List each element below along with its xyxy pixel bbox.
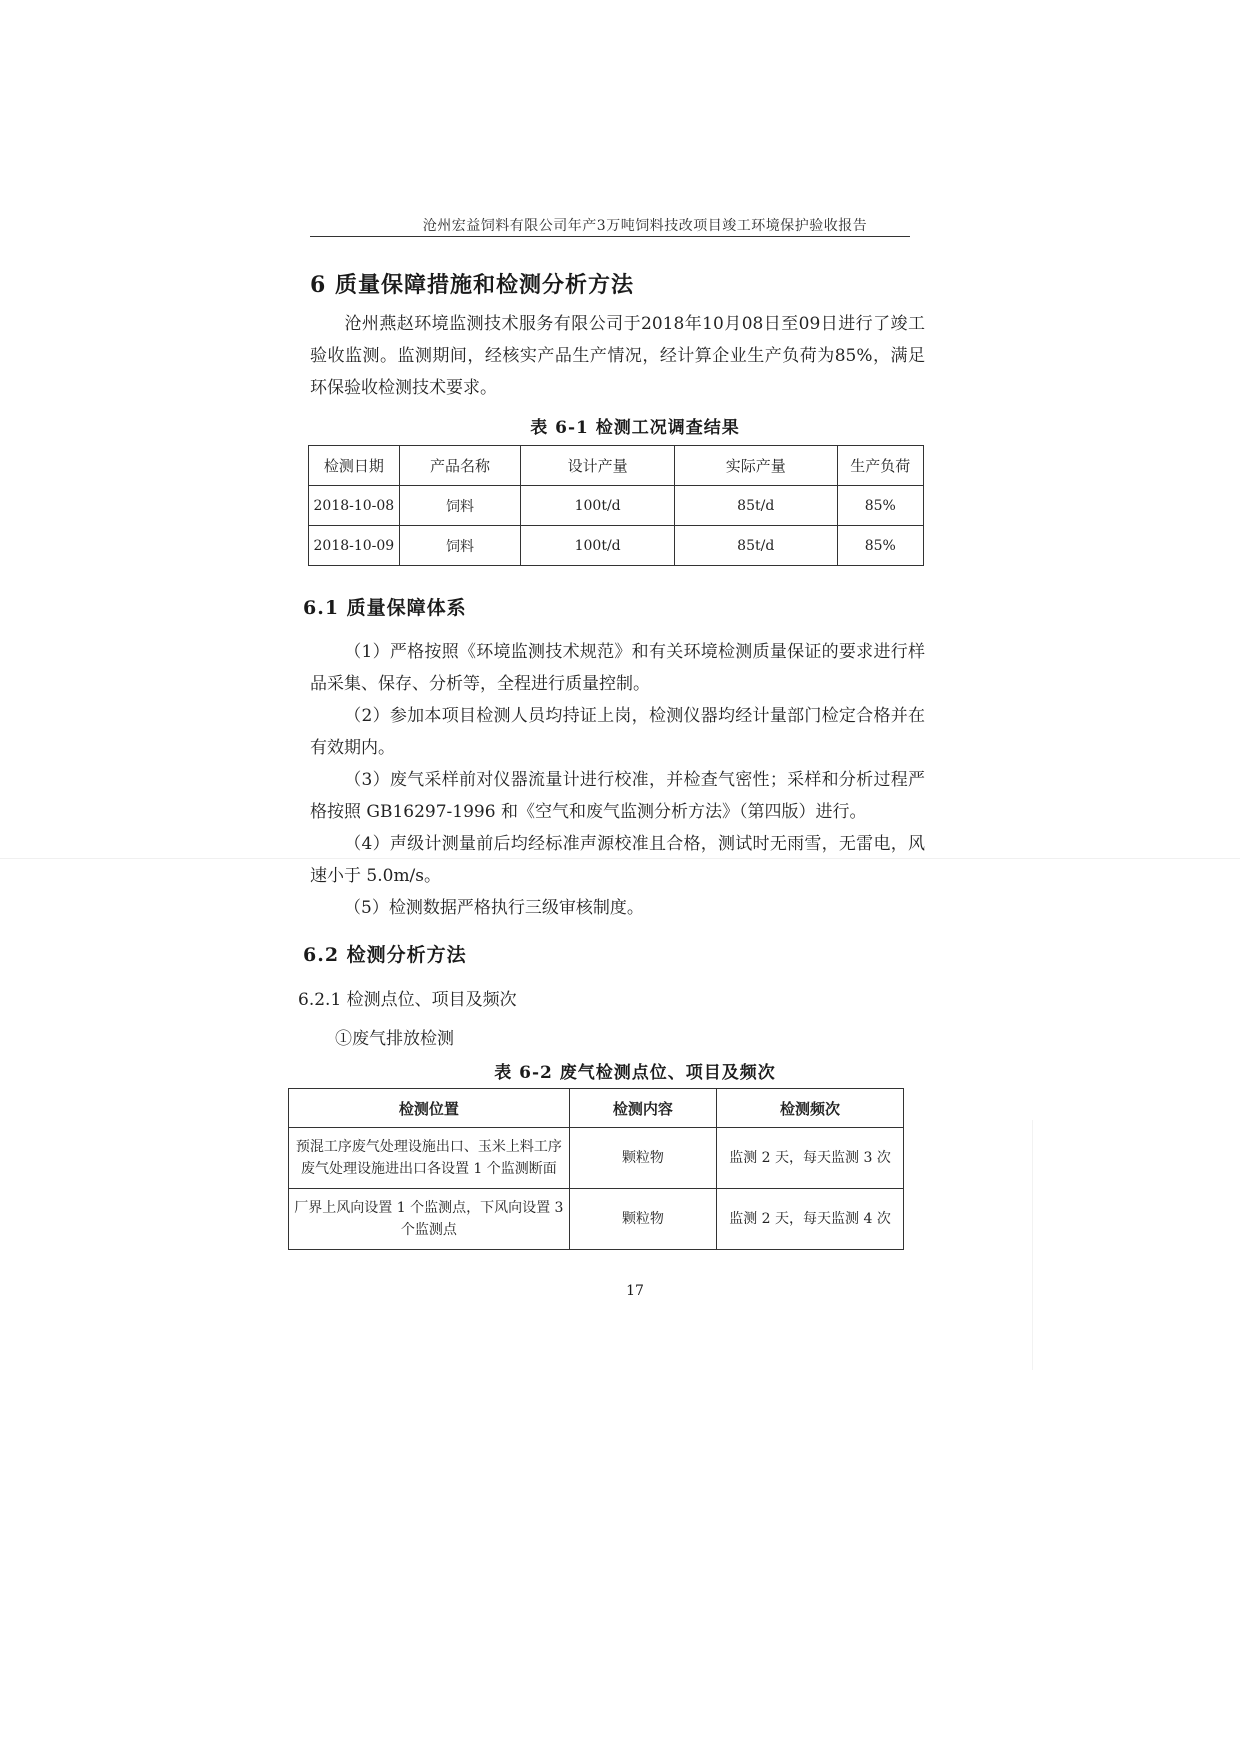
col-header-load: 生产负荷 (837, 446, 923, 486)
section-6-intro-text: 沧州燕赵环境监测技术服务有限公司于2018年10月08日至09日进行了竣工验收监测。监测期间，经核实产品生产情况，经计算企业生产负荷为85%，满足环保验收检测技术要求。 (310, 314, 925, 398)
qa-item-2-text: （2）参加本项目检测人员均持证上岗，检测仪器均经计量部门检定合格并在有效期内。 (310, 706, 925, 758)
qa-item-1 (310, 636, 925, 700)
table-row (309, 526, 924, 566)
scan-artifact-line (0, 858, 1240, 859)
qa-item-4-text: （4）声级计测量前后均经标准声源校准且合格，测试时无雨雪，无雷电，风速小于 5.0m/s。 (310, 834, 925, 886)
cell-design-output: 100t/d (521, 486, 675, 526)
section-6-1-heading: 6.1 质量保障体系 (303, 597, 467, 619)
running-header: 沧州宏益饲料有限公司年产3万吨饲料技改项目竣工环境保护验收报告 (422, 218, 868, 234)
page-number: 17 (626, 1283, 644, 1299)
col-header-frequency: 检测频次 (717, 1089, 904, 1128)
col-header-date: 检测日期 (309, 446, 400, 486)
cell-load: 85% (837, 486, 923, 526)
table-row (289, 1128, 904, 1189)
qa-item-1-text: （1）严格按照《环境监测技术规范》和有关环境检测质量保证的要求进行样品采集、保存、分析等，全程进行质量控制。 (310, 642, 925, 694)
table-header-row (309, 446, 924, 486)
exhaust-gas-subheading: ①废气排放检测 (335, 1029, 454, 1049)
col-header-actual-output: 实际产量 (674, 446, 837, 486)
table-6-2-caption: 表 6-2 废气检测点位、项目及频次 (494, 1063, 776, 1083)
qa-item-3 (310, 764, 925, 828)
col-header-design-output: 设计产量 (521, 446, 675, 486)
table-6-1 (308, 445, 924, 566)
cell-design-output: 100t/d (521, 526, 675, 566)
section-6-2-1-heading: 6.2.1 检测点位、项目及频次 (298, 990, 517, 1010)
table-row (289, 1189, 904, 1250)
scan-artifact-edge (1032, 1120, 1033, 1370)
cell-frequency: 监测 2 天，每天监测 4 次 (717, 1189, 904, 1250)
cell-content: 颗粒物 (569, 1128, 716, 1189)
qa-item-5-text: （5）检测数据严格执行三级审核制度。 (344, 898, 644, 918)
cell-product: 饲料 (399, 486, 521, 526)
table-6-2 (288, 1088, 904, 1250)
qa-item-4 (310, 828, 925, 892)
qa-item-3-text: （3）废气采样前对仪器流量计进行校准，并检查气密性；采样和分析过程严格按照 GB16297-1996 和《空气和废气监测分析方法》（第四版）进行。 (310, 770, 925, 822)
cell-date: 2018-10-09 (309, 526, 400, 566)
cell-actual-output: 85t/d (674, 526, 837, 566)
cell-content: 颗粒物 (569, 1189, 716, 1250)
col-header-content: 检测内容 (569, 1089, 716, 1128)
cell-product: 饲料 (399, 526, 521, 566)
cell-location: 预混工序废气处理设施出口、玉米上料工序废气处理设施进出口各设置 1 个监测断面 (289, 1128, 570, 1189)
cell-frequency: 监测 2 天，每天监测 3 次 (717, 1128, 904, 1189)
section-6-2-heading: 6.2 检测分析方法 (303, 944, 467, 966)
header-rule (310, 236, 910, 237)
qa-item-2 (310, 700, 925, 764)
cell-location: 厂界上风向设置 1 个监测点，下风向设置 3 个监测点 (289, 1189, 570, 1250)
cell-load: 85% (837, 526, 923, 566)
cell-date: 2018-10-08 (309, 486, 400, 526)
cell-actual-output: 85t/d (674, 486, 837, 526)
table-header-row (289, 1089, 904, 1128)
col-header-location: 检测位置 (289, 1089, 570, 1128)
table-row (309, 486, 924, 526)
qa-item-5 (310, 892, 925, 924)
section-6-heading: 6 质量保障措施和检测分析方法 (310, 272, 634, 298)
section-6-intro (310, 308, 925, 404)
col-header-product: 产品名称 (399, 446, 521, 486)
table-6-1-caption: 表 6-1 检测工况调查结果 (530, 418, 740, 438)
